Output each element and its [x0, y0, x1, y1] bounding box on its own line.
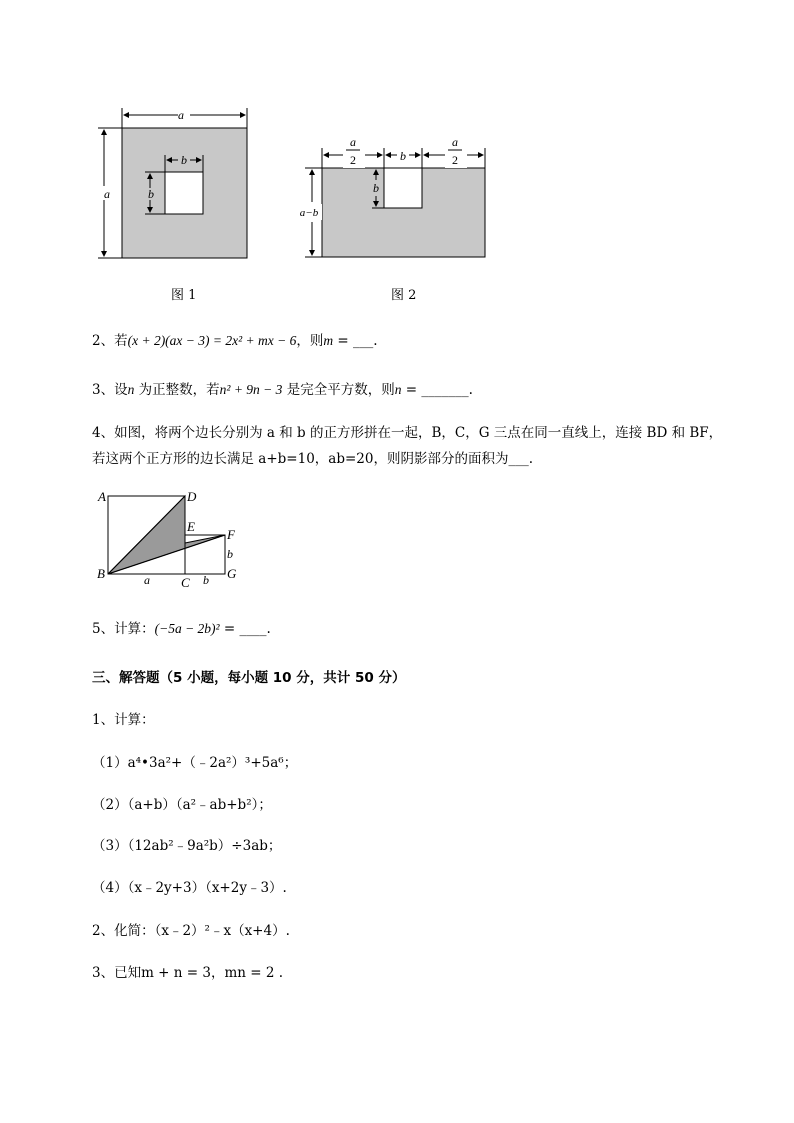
- label-a-left: a: [104, 187, 110, 201]
- figure-2: [295, 130, 495, 270]
- point-G: G: [227, 566, 237, 581]
- label-a-right-frac: a: [452, 135, 458, 149]
- section-3-q1-1: （1）a⁴•3a²+（﹣2a²）³+5a⁶；: [92, 755, 298, 771]
- section-3-q1-3: （3）（12ab²﹣9a²b）÷3ab；: [92, 838, 282, 854]
- label-a-left-frac: a: [350, 135, 356, 149]
- point-C: C: [181, 575, 190, 590]
- label-b-top: b: [181, 153, 187, 167]
- label-b-side: b: [227, 547, 233, 561]
- white-cutout: [384, 168, 422, 208]
- label-a-minus-b: a−b: [299, 207, 319, 219]
- label-b-top: b: [400, 149, 406, 163]
- label-a: a: [144, 573, 150, 587]
- section-3-q3: 3、已知m + n = 3，mn = 2 .: [92, 965, 284, 981]
- point-E: E: [187, 519, 195, 534]
- label-2-right: 2: [452, 153, 458, 167]
- label-b-inner: b: [373, 181, 379, 195]
- point-B: B: [97, 566, 105, 581]
- question-5: 5、计算：(−5a − 2b)² = ____.: [92, 621, 271, 637]
- point-A: A: [98, 489, 106, 504]
- figure-1-caption: 图 1: [171, 288, 197, 303]
- point-F: F: [227, 527, 235, 542]
- section-3-q2: 2、化简：（x﹣2）²﹣x（x+4）.: [92, 923, 290, 939]
- question-3: 3、设n 为正整数，若n² + 9n − 3 是完全平方数，则n = _______.: [92, 382, 473, 398]
- label-b-bottom: b: [203, 573, 209, 587]
- section-3-q1: 1、计算：: [92, 712, 155, 728]
- figure-2-caption: 图 2: [391, 288, 417, 303]
- figure-3: [92, 486, 252, 591]
- question-4-line-2: 若这两个正方形的边长满足 a+b=10，ab=20，则阴影部分的面积为___.: [92, 451, 534, 467]
- point-D: D: [187, 489, 197, 504]
- section-3-heading: 三、解答题（5 小题，每小题 10 分，共计 50 分）: [92, 670, 406, 686]
- label-a-top: a: [178, 108, 184, 122]
- label-2-left: 2: [350, 153, 356, 167]
- question-4-line-1: 4、如图，将两个边长分别为 a 和 b 的正方形拼在一起，B，C，G 三点在同一直线上，连接 BD 和 BF，: [92, 425, 723, 441]
- label-b-left: b: [148, 187, 154, 201]
- inner-square: [165, 172, 203, 214]
- section-3-q1-2: （2）（a+b）（a²﹣ab+b²）；: [92, 797, 272, 813]
- question-2: 2、若(x + 2)(ax − 3) = 2x² + mx − 6，则m = ___.: [92, 333, 378, 349]
- figure-1: [90, 100, 260, 270]
- section-3-q1-4: （4）（x﹣2y+3）（x+2y﹣3）.: [92, 880, 287, 896]
